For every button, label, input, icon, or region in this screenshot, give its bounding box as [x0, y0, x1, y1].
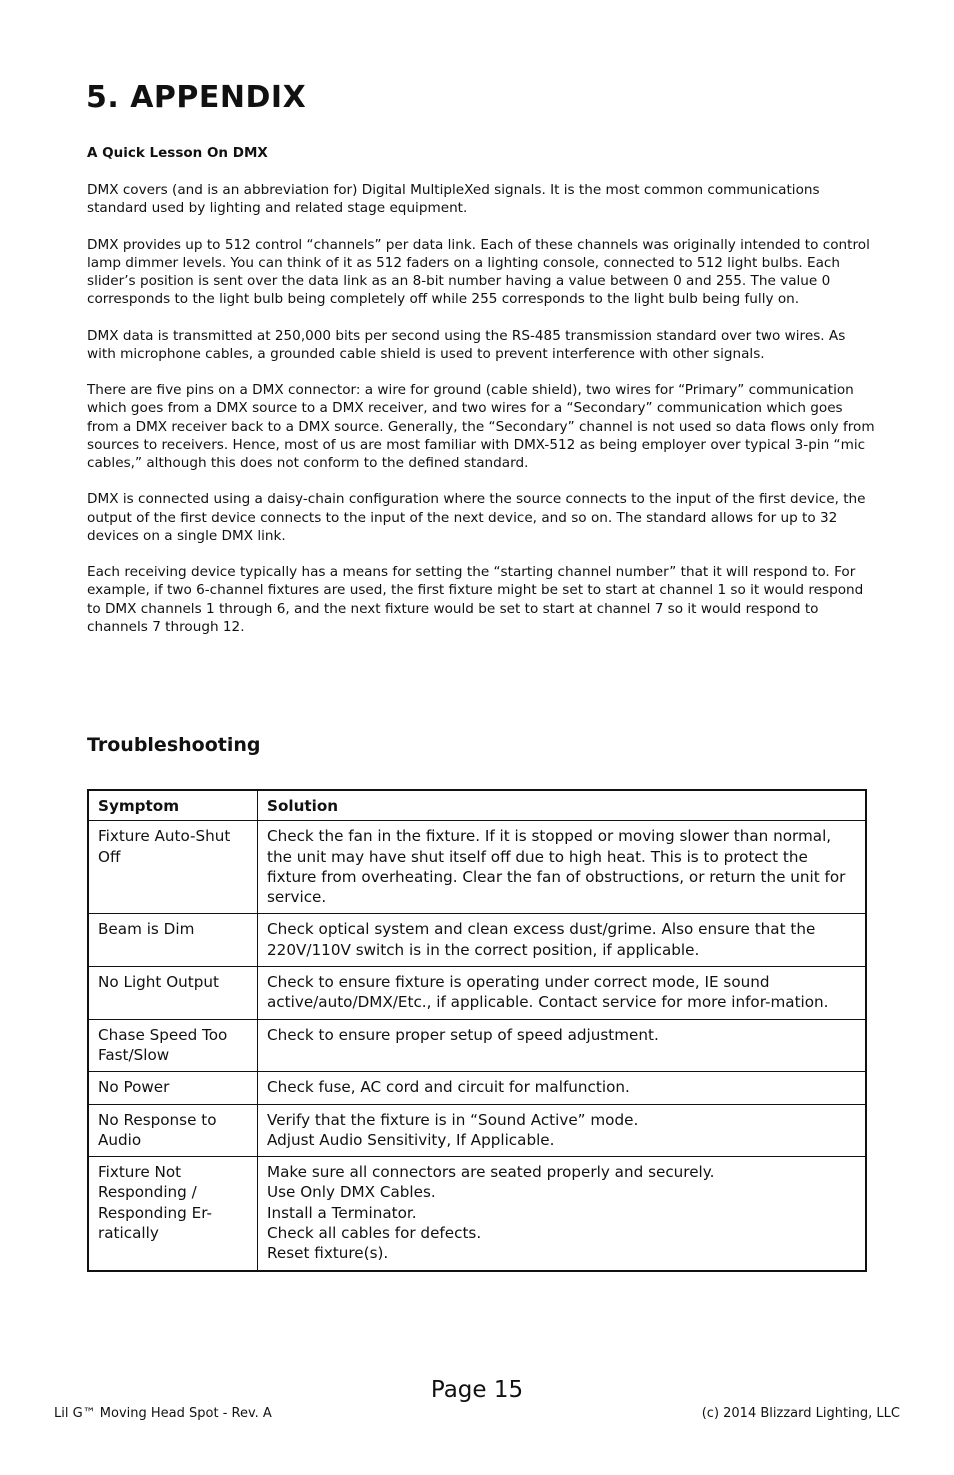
- table-row: [88, 1157, 866, 1271]
- solution-cell: [258, 967, 867, 1020]
- symptom-cell: No Response to Audio: [88, 1104, 258, 1157]
- troubleshooting-title: Troubleshooting: [87, 734, 261, 756]
- paragraph: There are five pins on a DMX connector: a wire for ground (cable shield), two wires for “Primary” communication which goes from a DMX source to a DMX receiver, and two wires for a “Secondary” communication which goes from a DMX receiver back to a DMX source. Generally, the “Secondary” channel is not used so data flows only from sources to receivers. Hence, most of us are most familiar with DMX-512 as being employer over typical 3-pin “mic cables,” although this does not conform to the defined standard.: [87, 382, 875, 471]
- footer-product: Lil G™ Moving Head Spot - Rev. A: [54, 1406, 272, 1421]
- paragraph: DMX is connected using a daisy-chain configuration where the source connects to the input of the first device, the output of the first device connects to the input of the next device, and so on. The standard allows for up to 32 devices on a single DMX link.: [87, 491, 866, 544]
- table-header-row: [88, 790, 866, 821]
- solution-line: Use Only DMX Cables.: [267, 1183, 436, 1202]
- solution-cell: [258, 1072, 867, 1104]
- solution-line: Check all cables for defects.: [267, 1224, 482, 1243]
- solution-cell: [258, 1019, 867, 1072]
- table-body: [88, 821, 866, 1271]
- symptom-cell: Fixture Not Responding / Responding Er-ratically: [88, 1157, 258, 1271]
- page-heading: 5. APPENDIX: [86, 80, 307, 115]
- table-row: [88, 1072, 866, 1104]
- table-row: [88, 967, 866, 1020]
- solution-line: Verify that the fixture is in “Sound Active” mode.: [267, 1110, 639, 1129]
- page-number: Page 15: [430, 1377, 524, 1403]
- paragraph: DMX provides up to 512 control “channels” per data link. Each of these channels was originally intended to control lamp dimmer levels. You can think of it as 512 faders on a lighting console, connected to 512 light bulbs. Each slider’s position is sent over the data link as an 8-bit number having a value between 0 and 255. The value 0 corresponds to the light bulb being completely off while 255 corresponds to the light bulb being fully on.: [87, 236, 870, 308]
- symptom-cell: No Light Output: [88, 967, 258, 1020]
- solution-line: Reset fixture(s).: [267, 1244, 389, 1263]
- solution-line: Check optical system and clean excess dust/grime. Also ensure that the 220V/110V switch is in the correct position, if applicable.: [267, 920, 816, 959]
- solution-line: Check to ensure proper setup of speed adjustment.: [267, 1025, 659, 1044]
- solution-cell: [258, 1157, 867, 1271]
- table-row: [88, 1019, 866, 1072]
- paragraph: DMX covers (and is an abbreviation for) Digital MultipleXed signals. It is the most common communications standard used by lighting and related stage equipment.: [87, 182, 820, 217]
- troubleshooting-table: [87, 789, 867, 1272]
- solution-line: Adjust Audio Sensitivity, If Applicable.: [267, 1130, 555, 1149]
- solution-line: Make sure all connectors are seated properly and securely.: [267, 1163, 715, 1182]
- dmx-lesson-body: [87, 181, 877, 654]
- column-header-solution: Solution: [258, 790, 867, 821]
- symptom-cell: Beam is Dim: [88, 914, 258, 967]
- column-header-symptom: Symptom: [88, 790, 258, 821]
- table-row: [88, 821, 866, 914]
- solution-line: Check the fan in the fixture. If it is stopped or moving slower than normal, the unit may have shut itself off due to high heat. This is to protect the fixture from overheating. Clear the fan of obstructions, or return the unit for service.: [267, 827, 846, 907]
- solution-line: Check fuse, AC cord and circuit for malfunction.: [267, 1078, 630, 1097]
- paragraph: DMX data is transmitted at 250,000 bits per second using the RS-485 transmission standard over two wires. As with microphone cables, a grounded cable shield is used to prevent interference with other signals.: [87, 327, 846, 362]
- symptom-cell: No Power: [88, 1072, 258, 1104]
- table-row: [88, 1104, 866, 1157]
- solution-cell: [258, 1104, 867, 1157]
- solution-line: Install a Terminator.: [267, 1203, 417, 1222]
- solution-cell: [258, 821, 867, 914]
- symptom-cell: Chase Speed Too Fast/Slow: [88, 1019, 258, 1072]
- table-row: [88, 914, 866, 967]
- solution-line: Check to ensure fixture is operating under correct mode, IE sound active/auto/DMX/Etc., if applicable. Contact service for more infor-mation.: [267, 973, 829, 1012]
- solution-cell: [258, 914, 867, 967]
- paragraph: Each receiving device typically has a means for setting the “starting channel number” that it will respond to. For example, if two 6-channel fixtures are used, the first fixture might be set to start at channel 1 so it would respond to DMX channels 1 through 6, and the next fixture would be set to start at channel 7 so it would respond to channels 7 through 12.: [87, 564, 864, 635]
- symptom-cell: Fixture Auto-Shut Off: [88, 821, 258, 914]
- section-subheading: A Quick Lesson On DMX: [87, 145, 268, 161]
- footer-copyright: (c) 2014 Blizzard Lighting, LLC: [701, 1406, 900, 1421]
